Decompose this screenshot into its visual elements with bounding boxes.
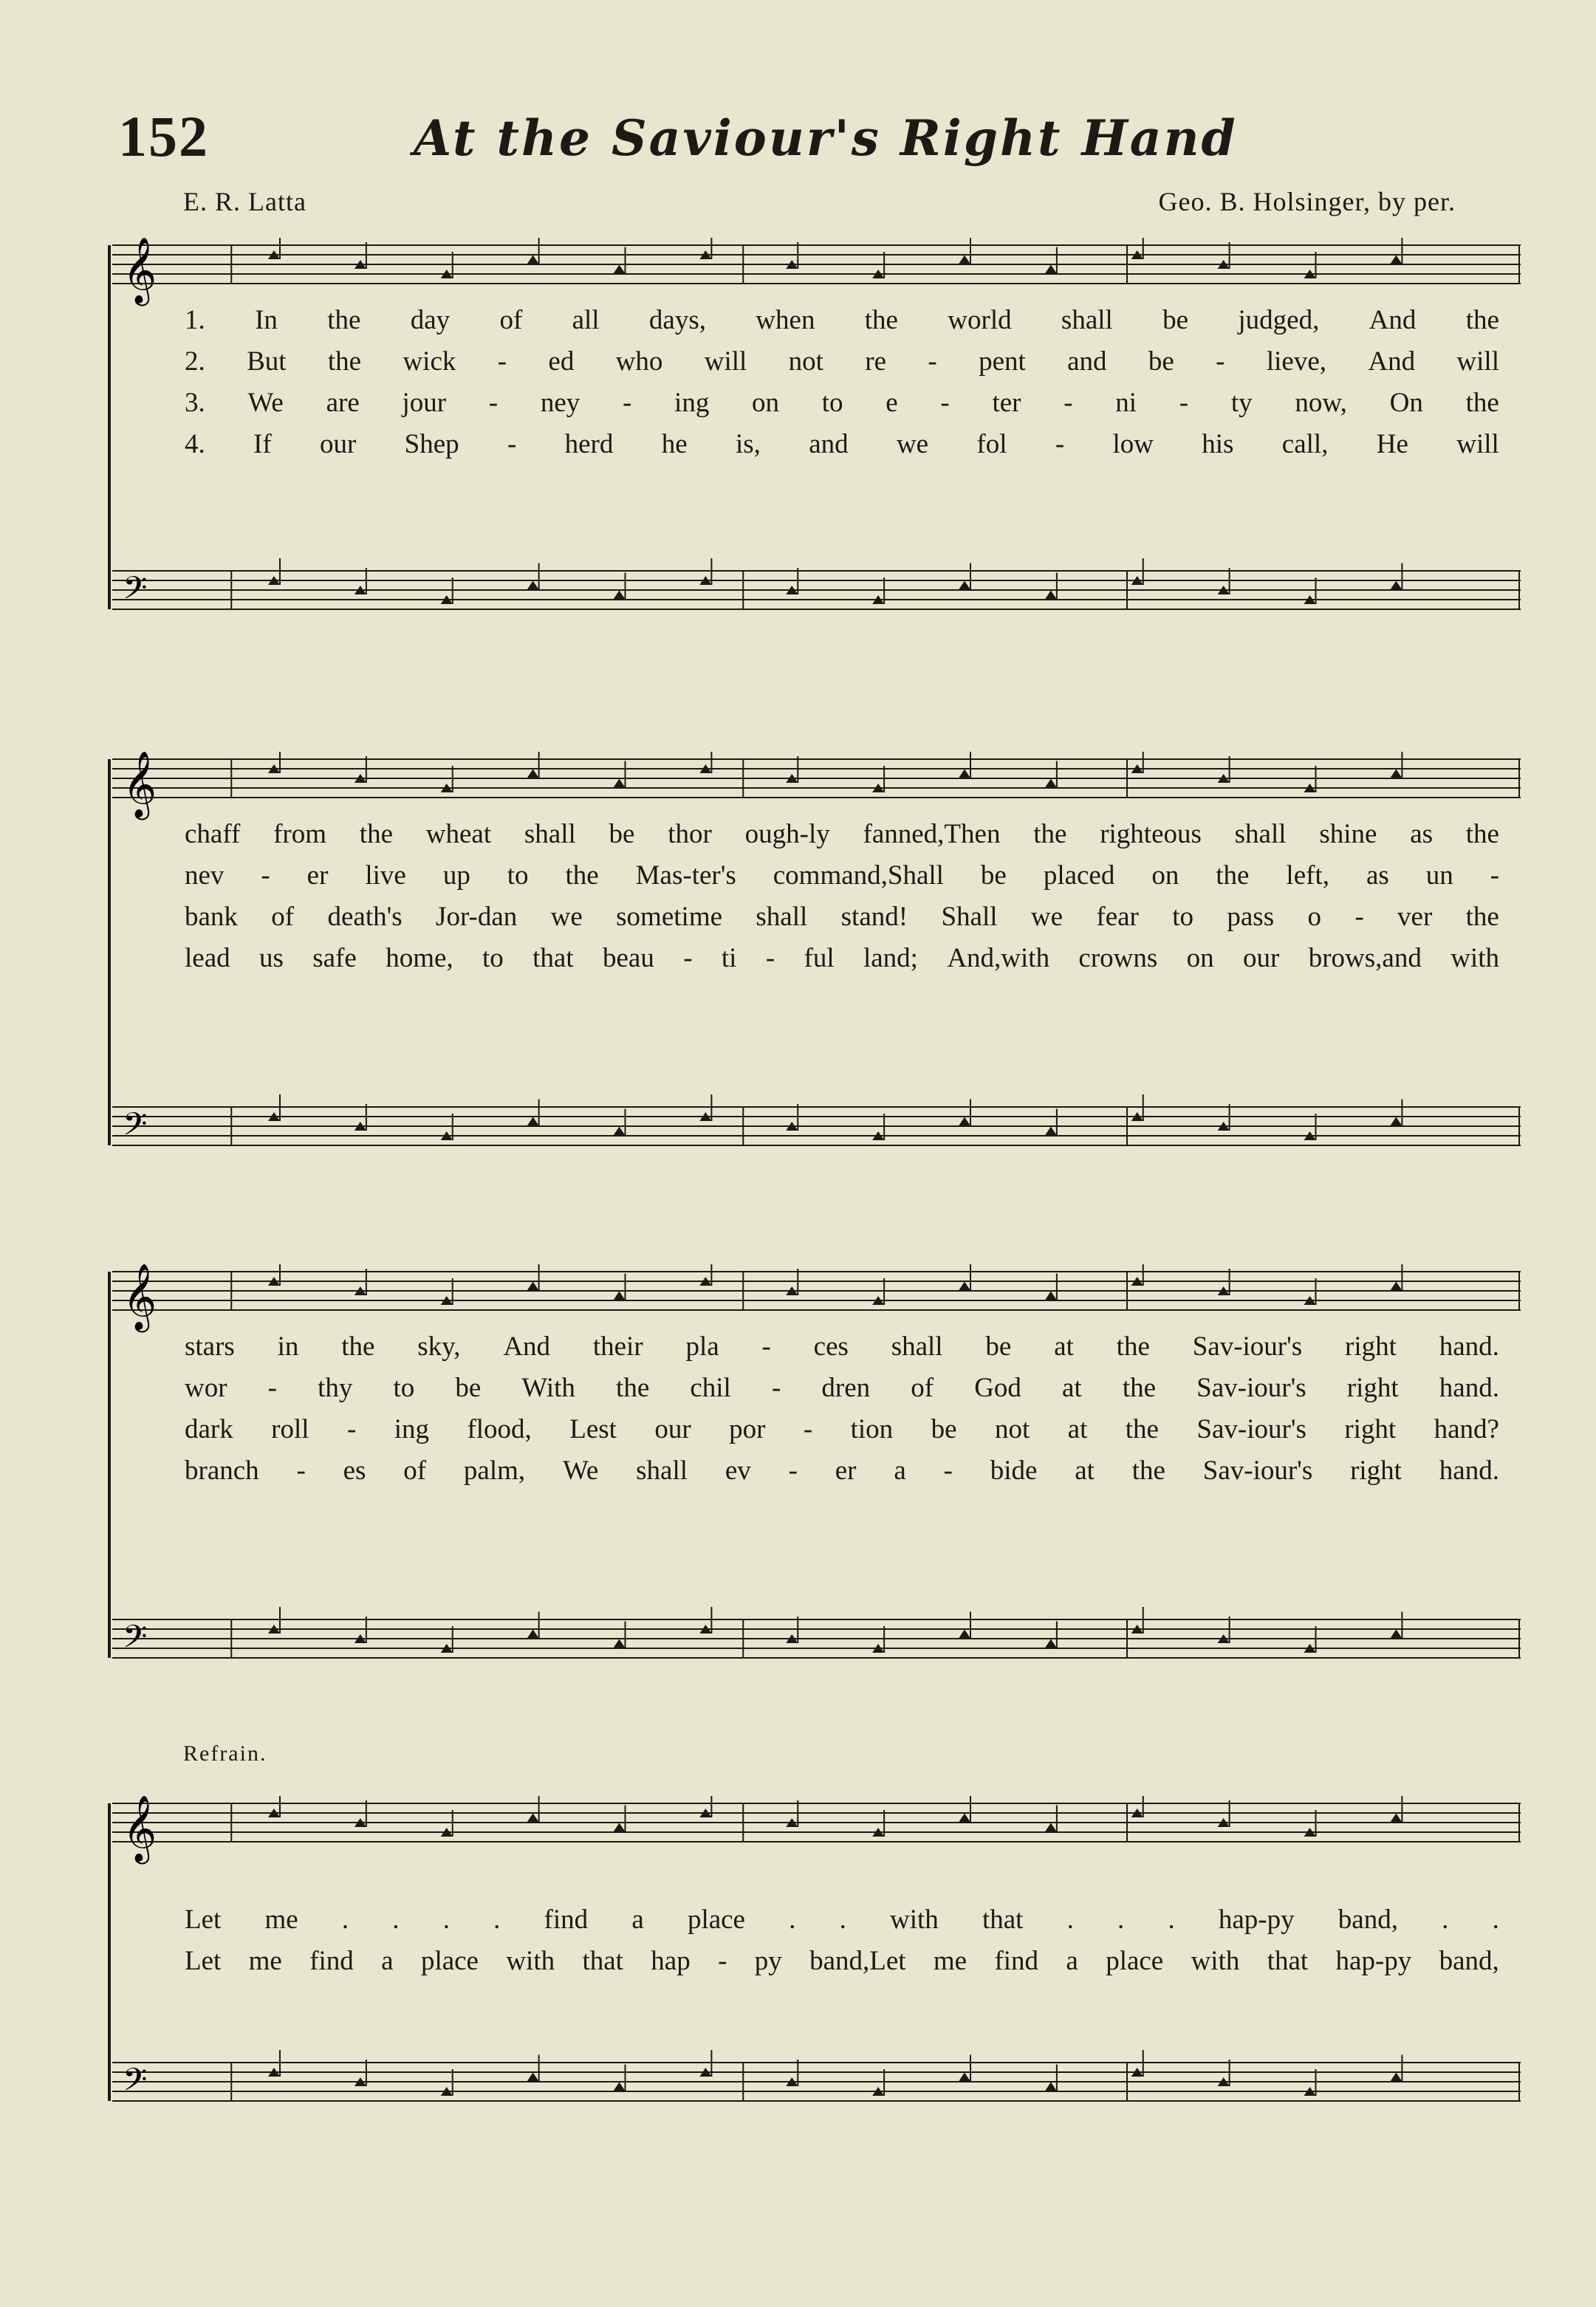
lyric-word: that [582,1946,623,1976]
lyric-word: the [341,1331,375,1362]
lyric-word: a [1066,1946,1078,1976]
composer-credit: Geo. B. Holsinger, by per. [1158,187,1456,216]
lyric-word: fol [976,429,1007,459]
lyric-line [185,1945,1499,1979]
lyric-word: shall [1234,819,1287,849]
lyric-word: the [864,305,898,335]
lyric-word: hand. [1439,1331,1499,1362]
lyric-word: judged, [1238,305,1320,335]
lyric-word: ev [725,1456,751,1486]
lyric-word: find [309,1946,354,1976]
lyric-word: the [1125,1414,1159,1444]
lyric-word: ty [1230,388,1253,418]
lyric-word: hand? [1434,1414,1499,1444]
lyric-word: We [562,1456,599,1486]
lyric-word: at [1067,1414,1088,1444]
lyric-word: will [1456,429,1499,459]
lyric-word: roll [271,1414,309,1444]
lyric-word: - [1055,429,1065,459]
lyric-word: - [1216,346,1225,377]
music-system-1 [103,238,1525,629]
lyric-word: we [550,902,583,932]
lyric-word: - [507,429,517,459]
lyric-word: - [623,388,632,418]
lyric-word: place [420,1946,479,1976]
lyric-word: - [488,388,499,418]
lyric-word: wheat [425,819,492,849]
lyric-word: of [403,1456,427,1486]
lyric-word: herd [564,429,614,459]
lyric-word: place [1106,1946,1164,1976]
lyric-word: . [1168,1905,1175,1935]
lyric-word: . [392,1905,400,1935]
lyric-word: call, [1281,429,1329,459]
lyric-word: And,with [947,943,1050,973]
lyric-word: days, [648,305,706,335]
lyric-word: be [455,1373,482,1403]
lyric-word: home, [386,943,453,973]
lyric-word: on [752,388,780,418]
lyric-word: the [1131,1456,1165,1486]
lyric-word: at [1075,1456,1095,1486]
music-system-3 [103,1264,1525,1678]
lyric-word: If [253,429,272,459]
lyric-word: to [482,943,504,973]
lyric-word: be [985,1331,1012,1362]
lyric-word: Sav-iour's [1202,1456,1313,1486]
lyric-word: be [1162,305,1189,335]
lyric-word: 3. [185,388,205,418]
lyric-word: bank [185,902,238,932]
lyric-word: a [631,1905,644,1935]
lyric-word: will [1456,346,1499,377]
lyric-word: - [683,943,693,973]
lyric-word: - [771,1373,781,1403]
lyric-word: pass [1227,902,1275,932]
lyric-word: tion [850,1414,894,1444]
lyric-word: the [1116,1331,1150,1362]
lyric-word: - [928,346,937,377]
treble-clef-icon: 𝄞 [123,1264,157,1330]
lyric-line [185,428,1499,462]
lyric-word: re [865,346,887,377]
lyric-line [185,860,1499,894]
lyric-word: On [1389,388,1423,418]
lyric-word: - [761,1331,771,1362]
treble-clef-icon: 𝄞 [123,752,157,817]
lyric-word: command,Shall [773,860,944,891]
lyric-word: band,Let [809,1946,906,1976]
lyric-word: shall [891,1331,943,1362]
treble-clef-icon: 𝄞 [123,238,157,304]
lyric-word: Shep [404,429,459,459]
lyric-word: hand. [1439,1373,1499,1403]
lyric-word: chaff [185,819,241,849]
lyric-word: - [1354,902,1364,932]
lyric-word: . [1442,1905,1449,1935]
lyric-word: day [410,305,451,335]
lyric-line [185,1455,1499,1489]
lyric-word: beau [602,943,654,973]
lyric-word: In [255,305,278,335]
lyric-line [185,1331,1499,1365]
lyric-line [185,1413,1499,1447]
lyric-word: world [948,305,1012,335]
lyric-word: with [1451,943,1499,973]
lyric-word: er [306,860,329,891]
lyric-word: shine [1319,819,1377,849]
lyric-word: right [1346,1373,1399,1403]
bass-clef-icon: 𝄢 [123,1619,148,1663]
lyric-word: shall [756,902,808,932]
lyric-word: - [1490,860,1499,891]
lyric-word: the [327,305,361,335]
lyric-line [185,942,1499,976]
lyric-word: to [1172,902,1194,932]
bass-clef-icon: 𝄢 [123,2062,148,2106]
lyric-word: me [264,1905,298,1935]
music-system-2 [103,752,1525,1165]
lyric-word: sky, [417,1331,461,1362]
lyric-word: thor [668,819,712,849]
lyric-line [185,901,1499,935]
lyric-word: - [497,346,507,377]
lyric-word: right [1350,1456,1402,1486]
lyric-word: brows,and [1308,943,1422,973]
lyric-word: es [343,1456,366,1486]
lyric-word: sometime [616,902,723,932]
lyric-word: . [341,1905,349,1935]
lyric-word: He [1376,429,1408,459]
lyric-word: por [729,1414,766,1444]
lyric-word: with [890,1905,939,1935]
lyric-word: - [765,943,775,973]
lyric-line [185,346,1499,380]
lyric-word: he [661,429,688,459]
lyric-word: at [1054,1331,1074,1362]
bass-clef-icon: 𝄢 [123,570,148,614]
lyric-word: And [1368,346,1416,377]
bass-clef-icon: 𝄢 [123,1106,148,1151]
lyric-word: when [756,305,815,335]
lyric-word: ti [721,943,737,973]
lyric-word: on [1151,860,1179,891]
lyric-word: a [894,1456,906,1486]
lyric-word: all [572,305,600,335]
lyric-word: ver [1397,902,1433,932]
lyric-word: palm, [463,1456,526,1486]
lyric-word: be [609,819,635,849]
lyric-word: right [1344,1414,1397,1444]
lyric-word: dark [185,1414,233,1444]
lyric-word: 1. [185,305,205,335]
lyric-line [185,1372,1499,1406]
lyric-word: Mas-ter's [635,860,736,891]
lyric-word: jour [402,388,447,418]
lyric-word: righteous [1100,819,1202,849]
lyric-word: live [365,860,406,891]
lyric-word: with [1191,1946,1240,1976]
lyric-word: - [261,860,270,891]
lyric-word: fanned,Then [863,819,1001,849]
lyric-word: 2. [185,346,205,377]
lyric-word: their [592,1331,643,1362]
lyric-word: But [247,346,287,377]
lyric-word: stand! [840,902,908,932]
lyric-word: band, [1338,1905,1398,1935]
lyric-word: death's [327,902,403,932]
lyric-word: safe [312,943,357,973]
lyric-word: me [248,1946,282,1976]
hymn-title: At the Saviour's Right Hand [414,109,1238,167]
lyric-word: Let [185,1905,222,1935]
lyric-word: pla [685,1331,719,1362]
lyric-word: nev [185,860,225,891]
lyric-line [185,818,1499,852]
lyric-word: of [271,902,295,932]
lyric-word: the [359,819,393,849]
lyric-word: be [931,1414,957,1444]
lyric-word: ces [813,1331,849,1362]
lyric-line [185,1904,1499,1938]
hymn-number: 152 [118,104,209,168]
lyric-word: the [327,346,362,377]
lyric-word: hap-py [1335,1946,1412,1976]
lyric-word: right [1345,1331,1397,1362]
treble-clef-icon: 𝄞 [123,1796,157,1862]
lyric-word: ed [548,346,575,377]
lyric-word: with [506,1946,555,1976]
lyric-word: God [974,1373,1021,1403]
lyric-word: ing [674,388,710,418]
lyric-word: our [1243,943,1280,973]
lyric-word: And [503,1331,551,1362]
lyric-word: . [1117,1905,1125,1935]
lyric-word: will [704,346,747,377]
lyric-word: 4. [185,429,205,459]
lyric-word: be [1148,346,1174,377]
lyric-word: . [1066,1905,1074,1935]
lyric-word: are [326,388,360,418]
music-system-refrain [103,1796,1525,2121]
lyric-word: stars [185,1331,235,1362]
lyric-word: bide [990,1456,1038,1486]
lyric-word: the [1465,902,1499,932]
refrain-label: Refrain. [183,1741,267,1766]
lyric-word: that [532,943,574,973]
lyric-word: er [835,1456,857,1486]
lyric-word: - [943,1456,953,1486]
lyric-word: lead [185,943,230,973]
lyric-word: And [1369,305,1417,335]
lyric-word: shall [524,819,576,849]
lyric-word: thy [318,1373,353,1403]
lyric-word: flood, [467,1414,532,1444]
lyric-word: wick [403,346,456,377]
lyric-word: . [442,1905,450,1935]
lyric-word: - [788,1456,798,1486]
lyric-word: not [788,346,823,377]
lyric-word: - [1064,388,1073,418]
lyric-word: hap-py [1218,1905,1295,1935]
lyric-word: of [911,1373,934,1403]
lyric-word: the [1216,860,1250,891]
lyric-word: ough-ly [744,819,830,849]
lyric-word: branch [185,1456,259,1486]
lyric-word: - [940,388,950,418]
lyric-word: ney [540,388,580,418]
lyric-word: to [393,1373,415,1403]
lyric-word: a [381,1946,394,1976]
lyric-word: the [565,860,599,891]
lyric-word: now, [1295,388,1347,418]
lyric-word: left, [1286,860,1329,891]
lyric-word: place [687,1905,745,1935]
lyric-word: hap [651,1946,691,1976]
lyric-word: in [277,1331,299,1362]
lyric-word: wor [185,1373,227,1403]
lyric-word: find [994,1946,1039,1976]
lyric-word: as [1410,819,1434,849]
lyric-word: the [1465,388,1499,418]
lyric-word: low [1112,429,1154,459]
lyric-word: Sav-iour's [1192,1331,1303,1362]
lyric-word: me [933,1946,967,1976]
lyric-word: up [442,860,470,891]
lyric-word: - [296,1456,306,1486]
lyric-word: . [1492,1905,1499,1935]
lyric-word: find [544,1905,589,1935]
lyric-word: be [980,860,1007,891]
lyric-word: ter [992,388,1021,418]
lyric-word: to [507,860,529,891]
lyric-word: dren [821,1373,871,1403]
lyric-word: Sav-iour's [1196,1414,1306,1444]
lyric-word: his [1202,429,1234,459]
lyric-word: not [994,1414,1030,1444]
lyric-word: un [1425,860,1453,891]
lyric-word: from [273,819,327,849]
lyric-word: Jor-dan [436,902,518,932]
lyric-word: . [493,1905,501,1935]
lyric-word: fear [1096,902,1139,932]
lyric-word: our [320,429,357,459]
lyric-word: band, [1439,1946,1499,1976]
lyric-word: to [821,388,843,418]
lyric-word: o [1307,902,1321,932]
lyric-word: us [258,943,284,973]
lyric-word: on [1186,943,1214,973]
lyric-word: the [1033,819,1067,849]
lyric-word: . [839,1905,846,1935]
lyric-word: we [896,429,929,459]
lyric-word: . [789,1905,796,1935]
lyric-word: the [616,1373,650,1403]
lyric-word: Lest [569,1414,617,1444]
lyric-word: - [718,1946,727,1976]
lyric-word: placed [1043,860,1115,891]
lyric-word: - [803,1414,813,1444]
lyric-word: ful [804,943,835,973]
lyric-word: ni [1115,388,1137,418]
lyric-word: and [1067,346,1107,377]
lyric-word: - [1179,388,1189,418]
lyric-word: the [1465,819,1499,849]
lyric-word: pent [979,346,1026,377]
lyric-word: We [247,388,284,418]
lyric-word: is, [735,429,761,459]
lyric-word: ing [394,1414,430,1444]
lyric-word: crowns [1078,943,1158,973]
lyric-word: py [754,1946,782,1976]
lyric-word: our [654,1414,691,1444]
lyric-word: With [521,1373,575,1403]
lyric-word: - [267,1373,277,1403]
lyric-word: the [1122,1373,1157,1403]
lyric-word: Let [185,1946,222,1976]
lyric-word: Sav-iour's [1196,1373,1306,1403]
lyric-word: of [499,305,523,335]
lyric-word: lieve, [1266,346,1326,377]
lyric-line [185,304,1499,338]
lyric-word: the [1465,305,1499,335]
lyric-word: shall [1061,305,1113,335]
lyric-word: land; [863,943,918,973]
lyric-word: chil [690,1373,731,1403]
lyric-line [185,387,1499,421]
lyric-word: who [615,346,663,377]
lyric-word: that [982,1905,1024,1935]
lyric-word: and [809,429,849,459]
lyric-word: that [1267,1946,1309,1976]
lyric-word: shall [636,1456,688,1486]
lyric-word: as [1366,860,1389,891]
lyric-word: at [1062,1373,1082,1403]
lyric-word: we [1030,902,1064,932]
lyric-word: hand. [1439,1456,1499,1486]
author-credit: E. R. Latta [183,187,306,216]
lyric-word: Shall [941,902,998,932]
lyric-word: - [346,1414,357,1444]
lyric-word: e [886,388,898,418]
